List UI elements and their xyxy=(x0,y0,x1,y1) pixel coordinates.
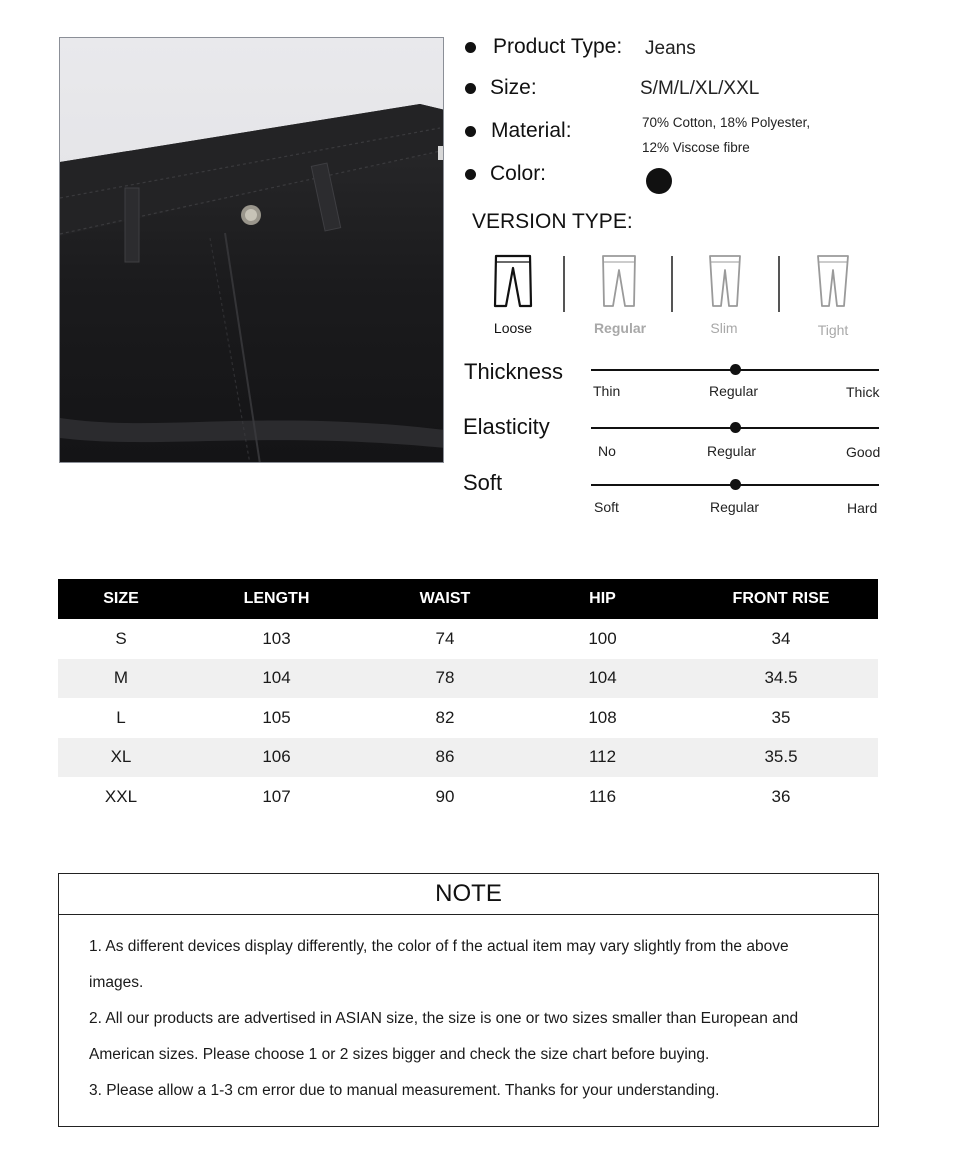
bullet-icon xyxy=(465,169,476,180)
table-cell: 103 xyxy=(262,628,291,648)
column-header-waist: WAIST xyxy=(369,579,521,619)
table-cell: M xyxy=(58,659,184,699)
table-row xyxy=(58,738,878,778)
version-divider xyxy=(671,256,673,312)
regular-pants-icon xyxy=(599,254,639,310)
material-line-1: 70% Cotton, 18% Polyester, xyxy=(642,115,811,130)
table-cell: 112 xyxy=(521,738,684,778)
table-row xyxy=(58,619,878,659)
table-cell: 78 xyxy=(369,659,521,699)
note-box xyxy=(58,873,879,1127)
table-cell: 35.5 xyxy=(684,738,878,778)
thickness-title: Thickness xyxy=(464,359,564,384)
table-cell: 105 xyxy=(262,707,291,727)
table-row xyxy=(58,659,878,699)
table-cell: S xyxy=(115,628,127,648)
size-chart-header-row xyxy=(58,579,878,619)
product-type-label: Product Type: xyxy=(493,35,623,58)
version-divider xyxy=(778,256,780,312)
table-cell: 116 xyxy=(588,786,617,806)
note-line: 3. Please allow a 1-3 cm error due to manual measurement. Thanks for your understanding. xyxy=(89,1082,720,1099)
table-cell: 74 xyxy=(435,628,455,648)
thickness-low: Thin xyxy=(593,383,621,399)
softness-high: Hard xyxy=(847,500,878,516)
elasticity-high: Good xyxy=(846,444,881,460)
table-cell: XL xyxy=(58,738,184,778)
table-cell: XXL xyxy=(104,786,138,806)
product-photo xyxy=(59,37,444,463)
slim-pants-icon xyxy=(705,254,745,310)
table-cell: 35 xyxy=(771,707,791,727)
table-row xyxy=(58,698,878,738)
material-line-2: 12% Viscose fibre xyxy=(642,140,750,155)
column-header-size: SIZE xyxy=(58,579,184,619)
note-line: American sizes. Please choose 1 or 2 sizes bigger and check the size chart before buying. xyxy=(89,1046,710,1063)
table-cell: 82 xyxy=(435,707,455,727)
thickness-indicator xyxy=(730,364,741,375)
softness-low: Soft xyxy=(594,499,619,515)
material-label: Material: xyxy=(491,119,572,142)
elasticity-mid: Regular xyxy=(707,443,757,459)
table-cell: 106 xyxy=(184,738,369,778)
softness-mid: Regular xyxy=(710,499,760,515)
color-label: Color: xyxy=(490,162,547,185)
table-cell: 36 xyxy=(771,786,791,806)
table-cell: 107 xyxy=(262,786,291,806)
bullet-icon xyxy=(465,126,476,137)
table-cell: 34 xyxy=(771,628,791,648)
table-cell: 100 xyxy=(588,628,617,648)
note-title: NOTE xyxy=(59,874,878,915)
size-label: Size: xyxy=(490,76,537,99)
softness-title: Soft xyxy=(463,470,503,495)
bullet-icon xyxy=(465,83,476,94)
elasticity-title: Elasticity xyxy=(463,414,550,439)
thickness-mid: Regular xyxy=(709,383,759,399)
bullet-icon xyxy=(465,42,476,53)
note-line: images. xyxy=(89,974,144,991)
table-cell: 34.5 xyxy=(684,659,878,699)
version-option-label: Tight xyxy=(817,322,849,338)
thickness-high: Thick xyxy=(846,384,880,400)
size-value: S/M/L/XL/XXL xyxy=(640,78,760,99)
version-option-label: Regular xyxy=(593,320,647,336)
note-line: 2. All our products are advertised in ASIAN size, the size is one or two sizes smaller than European and xyxy=(89,1010,799,1027)
table-cell: 90 xyxy=(435,786,455,806)
table-cell: 108 xyxy=(588,707,617,727)
elasticity-indicator xyxy=(730,422,741,433)
version-option-label: Slim xyxy=(710,320,738,336)
table-row xyxy=(58,777,878,817)
tight-pants-icon xyxy=(813,254,853,310)
column-header-hip: HIP xyxy=(521,579,684,619)
table-cell: 86 xyxy=(369,738,521,778)
version-type-options xyxy=(473,254,893,344)
version-option-label: Loose xyxy=(493,320,533,336)
size-chart-table xyxy=(58,579,878,817)
table-cell: 104 xyxy=(521,659,684,699)
material-value xyxy=(642,110,810,160)
version-type-heading: VERSION TYPE: xyxy=(472,210,633,233)
softness-indicator xyxy=(730,479,741,490)
column-header-front-rise: FRONT RISE xyxy=(684,579,878,619)
table-cell: 104 xyxy=(184,659,369,699)
note-line: 1. As different devices display differently, the color of f the actual item may vary slightly from the above xyxy=(89,938,789,955)
table-cell: L xyxy=(116,707,126,727)
product-type-value: Jeans xyxy=(645,38,696,59)
column-header-length: LENGTH xyxy=(184,579,369,619)
loose-pants-icon xyxy=(493,254,533,310)
note-body xyxy=(59,915,878,1109)
version-divider xyxy=(563,256,565,312)
color-swatch xyxy=(646,168,672,194)
elasticity-low: No xyxy=(598,443,616,459)
